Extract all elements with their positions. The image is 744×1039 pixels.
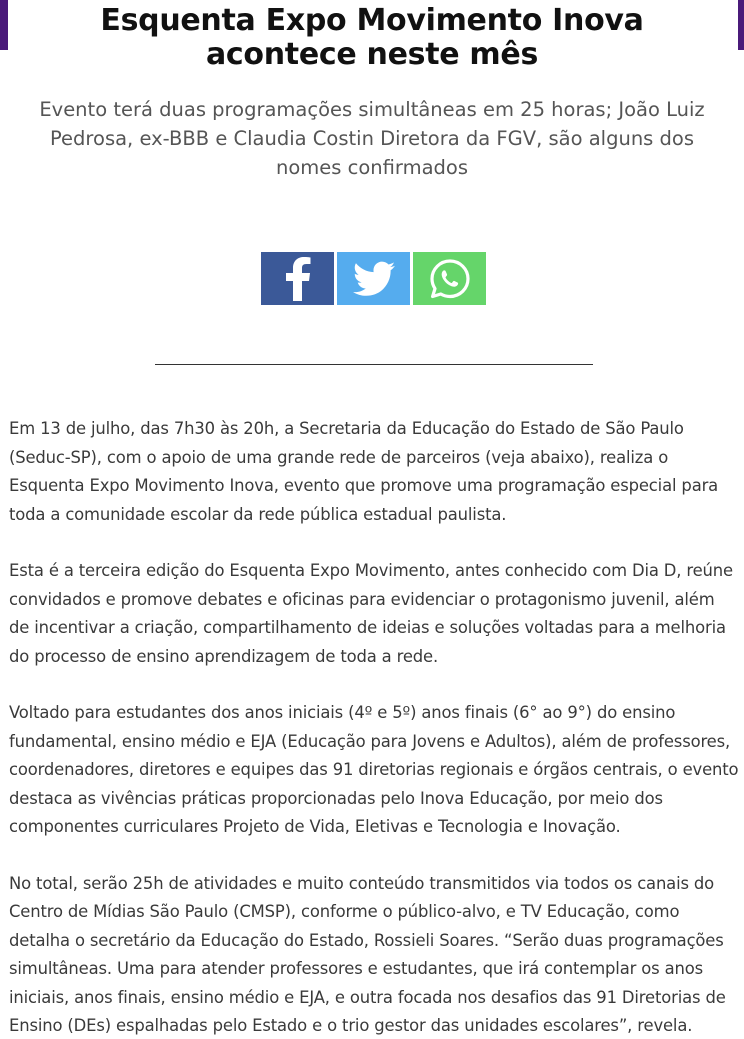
- share-twitter-button[interactable]: [337, 252, 410, 305]
- paragraph: No total, serão 25h de atividades e muito conteúdo transmitidos via todos os canais do Centro de Mídias São Paulo (CMSP), conforme o público-alvo, e TV Educação, como detalha o secretário da Educação do Estado, Rossieli Soares. “Serão duas programações simultâneas. Uma para atender professores e estudantes, que irá contemplar os anos iniciais, anos finais, ensino médio e EJA, e outra focada nos desafios das 91 Diretorias de Ensino (DEs) espalhadas pelo Estado e o trio gestor das unidades escolares”, revela.: [9, 873, 726, 1035]
- share-facebook-button[interactable]: [261, 252, 334, 305]
- twitter-icon: [353, 261, 395, 297]
- share-whatsapp-button[interactable]: [413, 252, 486, 305]
- article-title-line1: Esquenta Expo Movimento Inova: [100, 3, 644, 38]
- article-title: [0, 4, 744, 72]
- paragraph: Voltado para estudantes dos anos iniciais (4º e 5º) anos finais (6° ao 9°) do ensino fundamental, ensino médio e EJA (Educação para Jovens e Adultos), além de professores, coordenadores, diretores e equipes das 91 diretorias regionais e órgãos centrais, o evento destaca as vivências práticas proporcionadas pelo Inova Educação, por meio dos componentes curriculares Projeto de Vida, Eletivas e Tecnologia e Inovação.: [9, 703, 739, 836]
- paragraph: Em 13 de julho, das 7h30 às 20h, a Secretaria da Educação do Estado de São Paulo (Seduc-SP), com o apoio de uma grande rede de parceiros (veja abaixo), realiza o Esquenta Expo Movimento Inova, evento que promove uma programação especial para toda a comunidade escolar da rede pública estadual paulista.: [9, 419, 719, 524]
- article-body: [9, 415, 739, 1039]
- divider: [155, 364, 593, 365]
- facebook-icon: [283, 257, 313, 301]
- paragraph: Esta é a terceira edição do Esquenta Expo Movimento, antes conhecido com Dia D, reúne convidados e promove debates e oficinas para evidenciar o protagonismo juvenil, além de incentivar a criação, compartilhamento de ideias e soluções voltadas para a melhoria do processo de ensino aprendizagem de toda a rede.: [9, 561, 733, 666]
- article-title-line2: acontece neste mês: [205, 37, 538, 72]
- article-subtitle: Evento terá duas programações simultâneas em 25 horas; João Luiz Pedrosa, ex-BBB e Claudia Costin Diretora da FGV, são alguns dos nomes confirmados: [39, 98, 705, 179]
- share-buttons: [261, 252, 486, 305]
- whatsapp-icon: [428, 257, 472, 301]
